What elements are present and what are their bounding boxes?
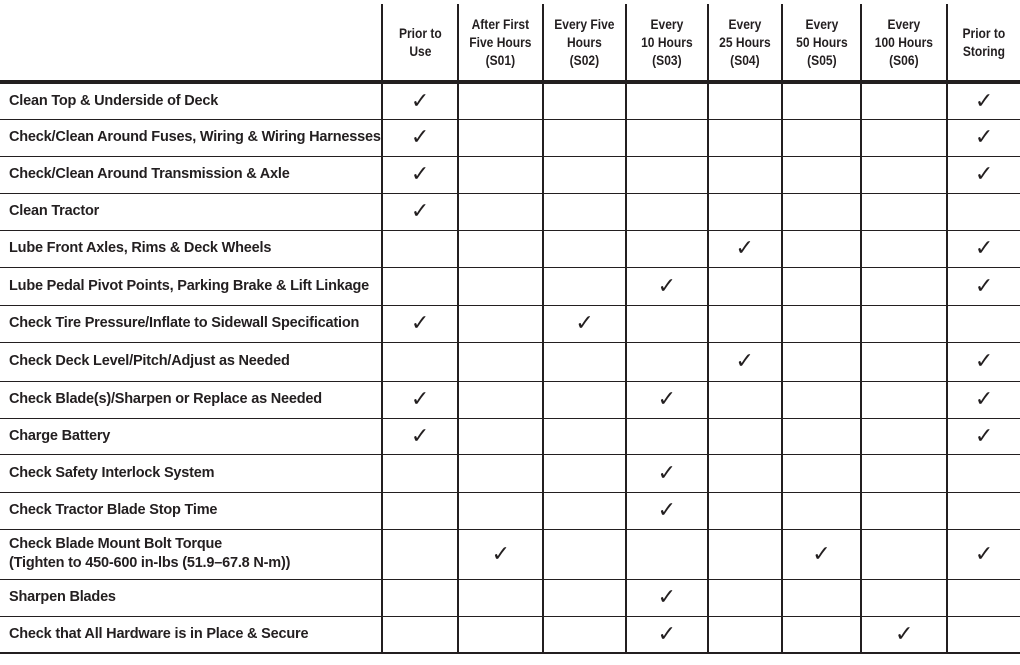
- checkmark-icon: ✓: [974, 236, 994, 261]
- checkmark-icon: ✓: [735, 349, 754, 374]
- table-row: [0, 381, 1020, 418]
- task-label: [0, 616, 382, 653]
- column-header-line: Every: [887, 16, 921, 32]
- schedule-cell: [947, 616, 1020, 653]
- schedule-cell: [782, 119, 862, 156]
- checkmark-icon: ✓: [410, 88, 430, 114]
- schedule-cell: [626, 616, 708, 653]
- table-row: [0, 342, 1020, 381]
- schedule-cell: [947, 454, 1020, 492]
- schedule-cell: [861, 119, 947, 156]
- task-label: [0, 492, 382, 529]
- column-header-4: [713, 4, 776, 82]
- checkmark-icon: ✓: [575, 311, 594, 336]
- schedule-cell: [782, 418, 862, 454]
- task-label: [0, 156, 382, 193]
- task-label-line: Check/Clean Around Transmission & Axle: [9, 166, 290, 182]
- schedule-cell: [708, 267, 782, 305]
- column-header-line: Every Five: [554, 16, 615, 32]
- maintenance-schedule-table: [0, 4, 1020, 654]
- checkmark-icon: ✓: [657, 585, 677, 610]
- schedule-cell: [782, 267, 862, 305]
- table-row: [0, 193, 1020, 230]
- table-row: [0, 529, 1020, 579]
- schedule-cell: [708, 82, 782, 119]
- table-row: [0, 616, 1020, 653]
- schedule-cell: [382, 492, 459, 529]
- schedule-cell: [458, 492, 543, 529]
- checkmark-icon: ✓: [895, 621, 914, 647]
- table-row: [0, 418, 1020, 454]
- schedule-cell: [626, 342, 708, 381]
- checkmark-icon: ✓: [974, 162, 994, 187]
- column-header-6: [867, 4, 941, 82]
- schedule-cell: [382, 616, 459, 653]
- schedule-cell: [782, 193, 862, 230]
- schedule-cell: [708, 342, 782, 381]
- schedule-cell: [458, 454, 543, 492]
- schedule-cell: [543, 342, 626, 381]
- task-label-line: Clean Top & Underside of Deck: [9, 92, 219, 109]
- schedule-cell: [382, 342, 459, 381]
- checkmark-icon: ✓: [974, 541, 994, 567]
- schedule-cell: [782, 381, 862, 418]
- column-header-code: (S04): [729, 52, 760, 68]
- schedule-cell: [861, 529, 947, 579]
- table-row: [0, 156, 1020, 193]
- schedule-cell: [708, 381, 782, 418]
- schedule-cell: [626, 492, 708, 529]
- table-row: [0, 230, 1020, 267]
- schedule-cell: [543, 82, 626, 119]
- schedule-cell: [947, 193, 1020, 230]
- task-label-line: Lube Front Axles, Rims & Deck Wheels: [9, 240, 272, 256]
- table-row: [0, 454, 1020, 492]
- schedule-cell: [947, 305, 1020, 342]
- schedule-cell: [861, 616, 947, 653]
- task-label-line: (Tighten to 450-600 in-lbs (51.9–67.8 N-m)): [9, 555, 291, 571]
- task-label-line: Check that All Hardware is in Place & Secure: [9, 625, 309, 642]
- checkmark-icon: ✓: [410, 125, 430, 150]
- schedule-cell: [458, 529, 543, 579]
- schedule-cell: [382, 529, 459, 579]
- table-row: [0, 305, 1020, 342]
- schedule-cell: [782, 305, 862, 342]
- schedule-cell: [626, 381, 708, 418]
- header-row: [0, 4, 1020, 82]
- maintenance-schedule: [0, 4, 1020, 654]
- schedule-cell: [458, 381, 543, 418]
- checkmark-icon: ✓: [657, 273, 677, 299]
- schedule-cell: [458, 156, 543, 193]
- schedule-cell: [626, 193, 708, 230]
- schedule-cell: [458, 267, 543, 305]
- schedule-cell: [947, 342, 1020, 381]
- task-label: [0, 454, 382, 492]
- table-row: [0, 82, 1020, 119]
- checkmark-icon: ✓: [974, 349, 994, 374]
- schedule-cell: [861, 193, 947, 230]
- schedule-cell: [382, 418, 459, 454]
- column-header-line: Hours: [567, 34, 603, 50]
- schedule-cell: [861, 267, 947, 305]
- schedule-cell: [458, 616, 543, 653]
- schedule-cell: [626, 82, 708, 119]
- column-header-line: Use: [409, 43, 432, 59]
- column-header-line: 25 Hours: [718, 34, 771, 50]
- schedule-cell: [543, 193, 626, 230]
- checkmark-icon: ✓: [410, 423, 430, 449]
- column-header-7: [952, 4, 1015, 82]
- task-column-header: [0, 4, 382, 82]
- schedule-cell: [947, 418, 1020, 454]
- schedule-cell: [543, 529, 626, 579]
- schedule-cell: [543, 305, 626, 342]
- schedule-cell: [861, 82, 947, 119]
- schedule-cell: [861, 381, 947, 418]
- schedule-cell: [382, 230, 459, 267]
- column-header-code: (S02): [569, 52, 600, 68]
- schedule-cell: [708, 616, 782, 653]
- task-label-line: Clean Tractor: [9, 203, 100, 219]
- checkmark-icon: ✓: [974, 423, 994, 449]
- column-header-1: [464, 4, 537, 82]
- schedule-cell: [626, 156, 708, 193]
- schedule-cell: [543, 492, 626, 529]
- task-label: [0, 82, 382, 119]
- schedule-cell: [782, 342, 862, 381]
- schedule-cell: [626, 119, 708, 156]
- checkmark-icon: ✓: [657, 460, 677, 486]
- column-header-code: (S05): [806, 52, 837, 68]
- schedule-cell: [458, 418, 543, 454]
- schedule-cell: [626, 230, 708, 267]
- checkmark-icon: ✓: [735, 236, 754, 261]
- schedule-cell: [458, 119, 543, 156]
- schedule-cell: [782, 156, 862, 193]
- task-label: [0, 418, 382, 454]
- task-label-line: Sharpen Blades: [9, 589, 116, 605]
- task-label: [0, 579, 382, 616]
- task-label: [0, 529, 382, 579]
- schedule-cell: [458, 82, 543, 119]
- schedule-cell: [782, 529, 862, 579]
- schedule-cell: [947, 492, 1020, 529]
- task-label-line: Check Blade Mount Bolt Torque: [9, 536, 223, 552]
- table-row: [0, 492, 1020, 529]
- task-label-line: Check Tire Pressure/Inflate to Sidewall Specification: [9, 315, 360, 331]
- schedule-cell: [458, 342, 543, 381]
- schedule-cell: [626, 529, 708, 579]
- column-header-line: After First: [472, 16, 530, 32]
- column-header-5: [787, 4, 856, 82]
- schedule-cell: [543, 381, 626, 418]
- checkmark-icon: ✓: [410, 199, 430, 224]
- schedule-cell: [947, 529, 1020, 579]
- schedule-cell: [782, 616, 862, 653]
- task-label-line: Check Safety Interlock System: [9, 464, 215, 481]
- schedule-cell: [382, 454, 459, 492]
- schedule-cell: [861, 305, 947, 342]
- column-header-code: (S06): [889, 52, 919, 68]
- schedule-cell: [458, 230, 543, 267]
- schedule-cell: [382, 119, 459, 156]
- column-header-0: [387, 4, 453, 82]
- schedule-cell: [861, 342, 947, 381]
- column-header-line: Every: [805, 16, 838, 32]
- schedule-cell: [782, 230, 862, 267]
- task-label-line: Check/Clean Around Fuses, Wiring & Wiring Harnesses: [9, 129, 381, 145]
- column-header-code: (S01): [486, 52, 516, 68]
- schedule-cell: [382, 381, 459, 418]
- task-label-line: Check Blade(s)/Sharpen or Replace as Needed: [9, 391, 322, 407]
- schedule-cell: [708, 418, 782, 454]
- task-label: [0, 193, 382, 230]
- schedule-cell: [382, 193, 459, 230]
- schedule-cell: [382, 156, 459, 193]
- task-label: [0, 119, 382, 156]
- schedule-cell: [947, 579, 1020, 616]
- schedule-cell: [626, 267, 708, 305]
- column-header-line: Storing: [962, 43, 1006, 59]
- checkmark-icon: ✓: [812, 541, 831, 567]
- checkmark-icon: ✓: [974, 387, 994, 412]
- column-header-code: (S03): [652, 52, 682, 68]
- task-label-line: Check Tractor Blade Stop Time: [9, 502, 218, 518]
- schedule-cell: [861, 156, 947, 193]
- schedule-cell: [861, 579, 947, 616]
- schedule-cell: [947, 156, 1020, 193]
- column-header-line: Prior to: [398, 25, 442, 41]
- column-header-line: Every: [650, 16, 684, 32]
- column-header-line: 10 Hours: [641, 34, 693, 50]
- schedule-cell: [947, 82, 1020, 119]
- task-label: [0, 305, 382, 342]
- checkmark-icon: ✓: [657, 621, 677, 647]
- schedule-cell: [626, 579, 708, 616]
- schedule-cell: [708, 529, 782, 579]
- schedule-cell: [458, 193, 543, 230]
- schedule-cell: [708, 454, 782, 492]
- schedule-cell: [861, 492, 947, 529]
- checkmark-icon: ✓: [410, 311, 430, 336]
- schedule-cell: [543, 454, 626, 492]
- schedule-cell: [782, 579, 862, 616]
- schedule-cell: [708, 230, 782, 267]
- schedule-cell: [626, 454, 708, 492]
- task-label: [0, 267, 382, 305]
- schedule-cell: [458, 579, 543, 616]
- checkmark-icon: ✓: [974, 125, 994, 150]
- table-row: [0, 579, 1020, 616]
- column-header-line: 50 Hours: [795, 34, 848, 50]
- column-header-2: [549, 4, 620, 82]
- column-header-line: Five Hours: [469, 34, 532, 50]
- schedule-cell: [708, 492, 782, 529]
- schedule-cell: [626, 305, 708, 342]
- schedule-cell: [382, 579, 459, 616]
- schedule-cell: [708, 119, 782, 156]
- schedule-cell: [543, 418, 626, 454]
- column-header-line: Prior to: [962, 25, 1006, 41]
- schedule-cell: [861, 454, 947, 492]
- schedule-cell: [543, 156, 626, 193]
- checkmark-icon: ✓: [410, 387, 430, 412]
- checkmark-icon: ✓: [491, 541, 511, 567]
- table-row: [0, 267, 1020, 305]
- column-header-line: Every: [728, 16, 762, 32]
- schedule-cell: [947, 230, 1020, 267]
- schedule-cell: [543, 119, 626, 156]
- checkmark-icon: ✓: [657, 387, 677, 412]
- schedule-cell: [543, 267, 626, 305]
- schedule-cell: [782, 454, 862, 492]
- schedule-cell: [861, 230, 947, 267]
- schedule-cell: [947, 119, 1020, 156]
- task-label: [0, 230, 382, 267]
- schedule-cell: [382, 267, 459, 305]
- task-label: [0, 381, 382, 418]
- schedule-cell: [382, 82, 459, 119]
- schedule-cell: [708, 305, 782, 342]
- schedule-cell: [782, 492, 862, 529]
- schedule-cell: [947, 267, 1020, 305]
- schedule-cell: [708, 579, 782, 616]
- column-header-line: 100 Hours: [875, 34, 934, 50]
- schedule-cell: [861, 418, 947, 454]
- schedule-cell: [543, 230, 626, 267]
- schedule-cell: [626, 418, 708, 454]
- schedule-cell: [543, 616, 626, 653]
- task-label-line: Check Deck Level/Pitch/Adjust as Needed: [9, 353, 290, 369]
- checkmark-icon: ✓: [974, 88, 994, 114]
- schedule-cell: [947, 381, 1020, 418]
- task-label-line: Charge Battery: [9, 427, 111, 444]
- table-row: [0, 119, 1020, 156]
- column-header-3: [632, 4, 702, 82]
- checkmark-icon: ✓: [657, 498, 677, 523]
- schedule-cell: [543, 579, 626, 616]
- schedule-cell: [708, 193, 782, 230]
- schedule-cell: [382, 305, 459, 342]
- schedule-cell: [458, 305, 543, 342]
- task-label-line: Lube Pedal Pivot Points, Parking Brake & Lift Linkage: [9, 277, 370, 294]
- schedule-cell: [782, 82, 862, 119]
- schedule-cell: [708, 156, 782, 193]
- checkmark-icon: ✓: [974, 273, 994, 299]
- checkmark-icon: ✓: [410, 162, 430, 187]
- task-label: [0, 342, 382, 381]
